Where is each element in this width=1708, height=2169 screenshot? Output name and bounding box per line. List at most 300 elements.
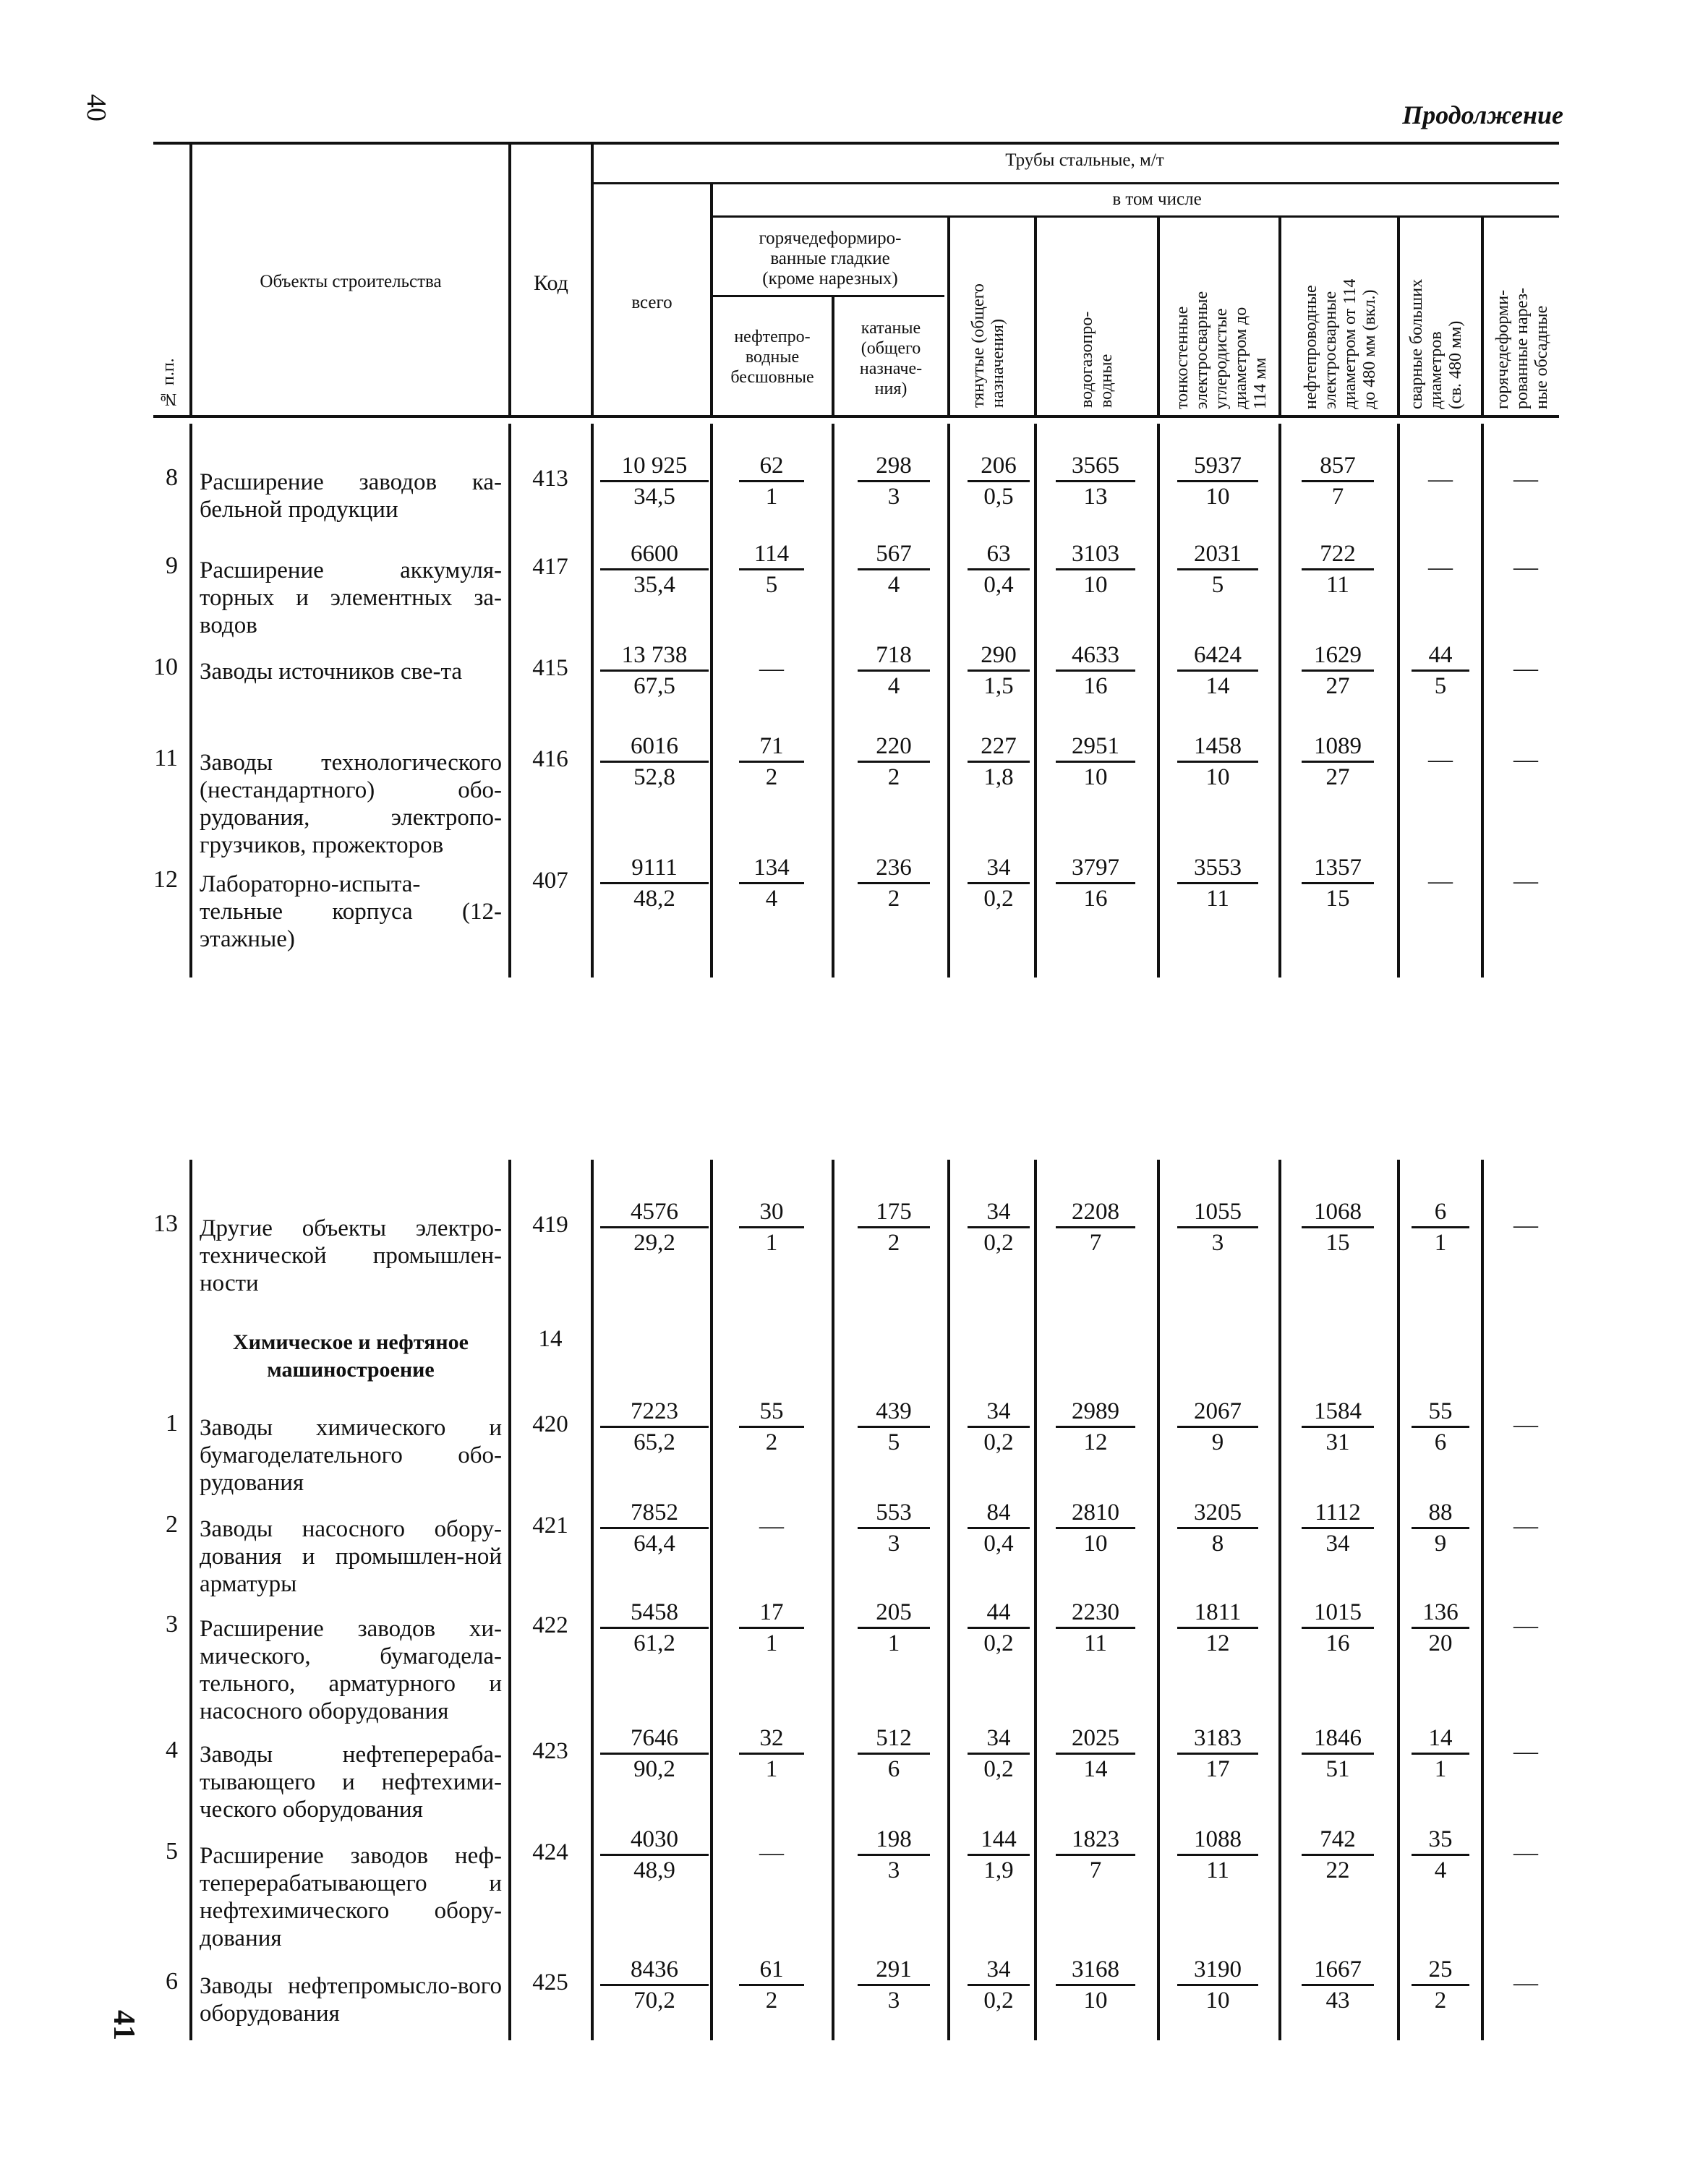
hdr-v3 — [591, 145, 594, 416]
fraction-large — [1412, 1397, 1469, 1457]
value-meters: 29,2 — [633, 1230, 675, 1256]
header-hot-deformed: горячедеформиро- ванные гладкие (кроме нарезных) — [759, 228, 902, 288]
column-rule — [189, 1160, 192, 2040]
object-name: Заводы химического и бумагоделательного обо-рудования — [200, 1415, 502, 1496]
value-tons: 2031 — [1177, 539, 1258, 570]
value-tons: 2025 — [1056, 1724, 1135, 1755]
fraction-rolled — [858, 539, 930, 599]
fraction-rolled — [858, 641, 930, 701]
fraction-thin — [1177, 1724, 1258, 1784]
value-meters: 10 — [1083, 572, 1108, 598]
dash-large: — — [1428, 746, 1453, 773]
value-meters: 1 — [765, 1756, 778, 1782]
value-tons: 175 — [858, 1197, 930, 1228]
value-meters: 34 — [1325, 1531, 1350, 1557]
continuation-label: Продолжение — [1402, 100, 1563, 129]
fraction-drawn — [968, 1724, 1030, 1784]
value-tons: 63 — [968, 539, 1030, 570]
value-tons: 44 — [968, 1598, 1030, 1629]
value-meters: 3 — [887, 484, 900, 510]
column-rule — [1157, 424, 1160, 977]
column-rule — [1397, 424, 1400, 977]
object-code: 415 — [532, 655, 568, 681]
fraction-drawn — [968, 732, 1030, 792]
value-meters: 7 — [1089, 1857, 1102, 1883]
header-code: Код — [534, 271, 568, 295]
value-meters: 34,5 — [633, 484, 675, 510]
value-meters: 90,2 — [633, 1756, 675, 1782]
value-meters: 0,4 — [983, 572, 1014, 598]
fraction-total — [600, 1955, 709, 2015]
dash-oil: — — [759, 1513, 784, 1539]
value-tons: 3168 — [1056, 1955, 1135, 1986]
value-tons: 3205 — [1177, 1498, 1258, 1529]
header-rule-pipes — [593, 182, 1559, 184]
fraction-water — [1056, 1724, 1135, 1784]
dash-oil: — — [759, 1839, 784, 1866]
value-meters: 5 — [1211, 572, 1224, 598]
dash-casing: — — [1513, 1212, 1538, 1238]
value-meters: 1 — [887, 1630, 900, 1656]
column-rule — [1157, 1160, 1160, 2040]
fraction-rolled — [858, 732, 930, 792]
value-tons: 2951 — [1056, 732, 1135, 763]
dash-large: — — [1428, 868, 1453, 894]
row-number: 13 — [153, 1210, 178, 1237]
fraction-water — [1056, 1397, 1135, 1457]
value-meters: 3 — [887, 1988, 900, 2014]
fraction-rolled — [858, 1598, 930, 1658]
value-tons: 5458 — [600, 1598, 709, 1629]
value-tons: 857 — [1302, 451, 1374, 482]
value-meters: 10 — [1083, 1988, 1108, 2014]
value-tons: 3103 — [1056, 539, 1135, 570]
value-tons: 742 — [1302, 1825, 1374, 1856]
value-meters: 1,9 — [983, 1857, 1014, 1883]
value-tons: 30 — [739, 1197, 804, 1228]
fraction-large — [1412, 1724, 1469, 1784]
dash-casing: — — [1513, 466, 1538, 492]
value-tons: 34 — [968, 1197, 1030, 1228]
value-tons: 1068 — [1302, 1197, 1374, 1228]
column-rule — [1481, 424, 1484, 977]
fraction-oil — [739, 1397, 804, 1457]
fraction-large — [1412, 1498, 1469, 1558]
value-tons: 722 — [1302, 539, 1374, 570]
object-name: Расширение заводов неф-теперерабатывающего и нефтехимического обору-дования — [200, 1843, 502, 1951]
value-meters: 70,2 — [633, 1988, 675, 2014]
value-tons: 512 — [858, 1724, 930, 1755]
dash-large: — — [1428, 554, 1453, 581]
object-code: 421 — [532, 1513, 568, 1539]
value-tons: 34 — [968, 1397, 1030, 1428]
value-meters: 4 — [887, 572, 900, 598]
value-tons: 55 — [739, 1397, 804, 1428]
value-tons: 62 — [739, 451, 804, 482]
fraction-water — [1056, 1955, 1135, 2015]
dash-oil: — — [759, 655, 784, 682]
column-rule — [1034, 1160, 1037, 2040]
header-oil-seamless: нефтепро- водные бесшовные — [730, 328, 814, 387]
value-tons: 1811 — [1177, 1598, 1258, 1629]
value-meters: 12 — [1083, 1429, 1108, 1455]
value-tons: 13 738 — [600, 641, 709, 672]
header-including: в том числе — [1112, 189, 1202, 209]
fraction-total — [600, 1397, 709, 1457]
value-meters: 11 — [1084, 1630, 1107, 1656]
row-number: 12 — [153, 866, 178, 893]
value-tons: 3797 — [1056, 853, 1135, 884]
fraction-oil — [739, 732, 804, 792]
value-meters: 16 — [1325, 1630, 1350, 1656]
fraction-oilw — [1302, 1197, 1374, 1257]
fraction-total — [600, 1598, 709, 1658]
object-name: Химическое и нефтяное машиностроение — [233, 1330, 469, 1382]
fraction-drawn — [968, 641, 1030, 701]
value-tons: 1584 — [1302, 1397, 1374, 1428]
header-thin-walled: тонкостенные электросварные углеродистые диаметром до 114 мм — [1173, 291, 1270, 409]
fraction-total — [600, 1724, 709, 1784]
object-code: 424 — [532, 1839, 568, 1865]
value-meters: 22 — [1325, 1857, 1350, 1883]
fraction-oilw — [1302, 1955, 1374, 2015]
column-rule — [947, 424, 950, 977]
value-meters: 14 — [1083, 1756, 1108, 1782]
column-rule — [591, 424, 594, 977]
hdr-v9 — [1278, 217, 1281, 416]
value-tons: 3553 — [1177, 853, 1258, 884]
row-number: 9 — [166, 552, 178, 579]
fraction-total — [600, 1825, 709, 1885]
value-meters: 0,2 — [983, 1988, 1014, 2014]
fraction-thin — [1177, 1498, 1258, 1558]
value-tons: 134 — [739, 853, 804, 884]
value-tons: 1458 — [1177, 732, 1258, 763]
column-rule — [832, 424, 834, 977]
value-meters: 9 — [1434, 1531, 1447, 1557]
fraction-thin — [1177, 1825, 1258, 1885]
dash-large: — — [1428, 466, 1453, 492]
value-tons: 44 — [1412, 641, 1469, 672]
value-meters: 10 — [1083, 764, 1108, 790]
header-oil-welded: нефтепроводные электросварные диаметром от 114 до 480 мм (вкл.) — [1302, 278, 1379, 409]
column-rule — [1481, 1160, 1484, 2040]
column-rule — [508, 424, 511, 977]
value-tons: 114 — [739, 539, 804, 570]
value-meters: 9 — [1211, 1429, 1224, 1455]
dash-casing: — — [1513, 1612, 1538, 1639]
hdr-v5 — [832, 296, 834, 416]
value-meters: 6 — [887, 1756, 900, 1782]
header-bottom-rule — [153, 415, 1559, 418]
value-meters: 14 — [1205, 673, 1230, 699]
value-tons: 5937 — [1177, 451, 1258, 482]
value-meters: 3 — [887, 1531, 900, 1557]
header-water-gas: водогазопро- водные — [1077, 311, 1116, 408]
value-tons: 718 — [858, 641, 930, 672]
hdr-v10 — [1397, 217, 1400, 416]
value-meters: 6 — [1434, 1429, 1447, 1455]
fraction-thin — [1177, 641, 1258, 701]
value-meters: 7 — [1089, 1230, 1102, 1256]
value-meters: 0,2 — [983, 1230, 1014, 1256]
fraction-water — [1056, 1825, 1135, 1885]
value-tons: 144 — [968, 1825, 1030, 1856]
fraction-drawn — [968, 1955, 1030, 2015]
value-meters: 10 — [1205, 484, 1230, 510]
value-meters: 35,4 — [633, 572, 675, 598]
fraction-drawn — [968, 1197, 1030, 1257]
page-number-top: 40 — [81, 94, 111, 121]
fraction-large — [1412, 1197, 1469, 1257]
header-pipes: Трубы стальные, м/т — [1005, 150, 1164, 170]
value-tons: 4576 — [600, 1197, 709, 1228]
value-tons: 10 925 — [600, 451, 709, 482]
value-meters: 61,2 — [633, 1630, 675, 1656]
value-meters: 67,5 — [633, 673, 675, 699]
value-meters: 4 — [765, 886, 778, 912]
fraction-oil — [739, 1724, 804, 1784]
fraction-thin — [1177, 1397, 1258, 1457]
column-rule — [947, 1160, 950, 2040]
value-meters: 10 — [1083, 1531, 1108, 1557]
fraction-water — [1056, 853, 1135, 913]
value-tons: 567 — [858, 539, 930, 570]
value-tons: 6600 — [600, 539, 709, 570]
value-tons: 236 — [858, 853, 930, 884]
object-code: 425 — [532, 1969, 568, 1995]
fraction-thin — [1177, 539, 1258, 599]
fraction-total — [600, 732, 709, 792]
value-tons: 1055 — [1177, 1197, 1258, 1228]
fraction-water — [1056, 539, 1135, 599]
value-tons: 291 — [858, 1955, 930, 1986]
page-number-bottom: 41 — [107, 2010, 140, 2040]
value-meters: 15 — [1325, 886, 1350, 912]
value-meters: 4 — [1434, 1857, 1447, 1883]
value-meters: 1,5 — [983, 673, 1014, 699]
value-meters: 16 — [1083, 886, 1108, 912]
object-code: 417 — [532, 554, 568, 580]
row-number: 3 — [166, 1611, 178, 1638]
dash-casing: — — [1513, 655, 1538, 682]
object-name: Лабораторно-испыта-тельные корпуса (12-этажные) — [200, 871, 502, 952]
value-meters: 0,4 — [983, 1531, 1014, 1557]
header-no: № п.п. — [159, 358, 178, 408]
fraction-total — [600, 451, 709, 511]
value-meters: 1 — [1434, 1230, 1447, 1256]
header-total: всего — [631, 293, 672, 312]
fraction-large — [1412, 641, 1469, 701]
fraction-oil — [739, 853, 804, 913]
column-rule — [1278, 1160, 1281, 2040]
hdr-v1 — [189, 145, 192, 416]
value-meters: 11 — [1206, 886, 1229, 912]
header-welded-large: сварные больших диаметров (св. 480 мм) — [1407, 278, 1465, 409]
value-meters: 2 — [887, 764, 900, 790]
fraction-large — [1412, 1955, 1469, 2015]
value-tons: 290 — [968, 641, 1030, 672]
object-name: Расширение аккумуля-торных и элементных за-водов — [200, 557, 502, 638]
object-name: Заводы технологического (нестандартного) обо-рудования, электропо-грузчиков, прожекторов — [200, 750, 502, 858]
dash-casing: — — [1513, 1738, 1538, 1765]
value-meters: 3 — [1211, 1230, 1224, 1256]
header-rule-hot — [712, 295, 944, 297]
value-tons: 8436 — [600, 1955, 709, 1986]
fraction-total — [600, 1197, 709, 1257]
fraction-oilw — [1302, 1397, 1374, 1457]
value-meters: 7 — [1331, 484, 1344, 510]
fraction-rolled — [858, 1724, 930, 1784]
column-rule — [710, 424, 713, 977]
value-meters: 2 — [765, 764, 778, 790]
value-tons: 6424 — [1177, 641, 1258, 672]
fraction-rolled — [858, 1498, 930, 1558]
fraction-rolled — [858, 853, 930, 913]
value-meters: 5 — [887, 1429, 900, 1455]
fraction-water — [1056, 1598, 1135, 1658]
value-tons: 1846 — [1302, 1724, 1374, 1755]
header-rule-including — [712, 215, 1559, 218]
value-meters: 48,2 — [633, 886, 675, 912]
dash-casing: — — [1513, 1969, 1538, 1996]
value-meters: 64,4 — [633, 1531, 675, 1557]
value-tons: 1629 — [1302, 641, 1374, 672]
value-meters: 1 — [1434, 1756, 1447, 1782]
value-meters: 1 — [765, 484, 778, 510]
column-rule — [1278, 424, 1281, 977]
fraction-oil — [739, 1197, 804, 1257]
value-tons: 553 — [858, 1498, 930, 1529]
value-tons: 3565 — [1056, 451, 1135, 482]
value-meters: 52,8 — [633, 764, 675, 790]
header-top-rule — [153, 142, 1559, 145]
hdr-v8 — [1157, 217, 1160, 416]
value-tons: 1667 — [1302, 1955, 1374, 1986]
fraction-thin — [1177, 853, 1258, 913]
fraction-large — [1412, 1598, 1469, 1658]
value-meters: 10 — [1205, 1988, 1230, 2014]
column-rule — [591, 1160, 594, 2040]
object-code: 416 — [532, 746, 568, 772]
header-objects: Объекты строительства — [260, 272, 442, 291]
fraction-oilw — [1302, 853, 1374, 913]
fraction-oilw — [1302, 1825, 1374, 1885]
value-meters: 3 — [887, 1857, 900, 1883]
object-name: Расширение заводов хи-мического, бумагодела-тельного, арматурного и насосного оборудования — [200, 1616, 502, 1724]
object-code: 407 — [532, 868, 568, 894]
value-meters: 5 — [765, 572, 778, 598]
value-tons: 2230 — [1056, 1598, 1135, 1629]
value-meters: 20 — [1428, 1630, 1453, 1656]
value-tons: 1089 — [1302, 732, 1374, 763]
fraction-drawn — [968, 1498, 1030, 1558]
fraction-oilw — [1302, 641, 1374, 701]
fraction-oilw — [1302, 1724, 1374, 1784]
value-meters: 31 — [1325, 1429, 1350, 1455]
dash-casing: — — [1513, 554, 1538, 581]
dash-casing: — — [1513, 1513, 1538, 1539]
fraction-oilw — [1302, 1598, 1374, 1658]
hdr-v11 — [1481, 217, 1484, 416]
fraction-water — [1056, 1197, 1135, 1257]
fraction-rolled — [858, 451, 930, 511]
value-tons: 14 — [1412, 1724, 1469, 1755]
value-tons: 198 — [858, 1825, 930, 1856]
value-meters: 1,8 — [983, 764, 1014, 790]
value-meters: 2 — [765, 1988, 778, 2014]
value-tons: 6 — [1412, 1197, 1469, 1228]
fraction-oilw — [1302, 539, 1374, 599]
column-rule — [1397, 1160, 1400, 2040]
value-meters: 10 — [1205, 764, 1230, 790]
object-name: Заводы нефтеперераба-тывающего и нефтехими-ческого оборудования — [200, 1742, 502, 1823]
object-code: 413 — [532, 466, 568, 492]
value-meters: 17 — [1205, 1756, 1230, 1782]
value-meters: 27 — [1325, 673, 1350, 699]
value-meters: 11 — [1326, 572, 1349, 598]
value-tons: 2067 — [1177, 1397, 1258, 1428]
fraction-drawn — [968, 539, 1030, 599]
value-tons: 205 — [858, 1598, 930, 1629]
object-code: 14 — [538, 1326, 563, 1352]
row-number: 11 — [154, 745, 178, 771]
fraction-thin — [1177, 732, 1258, 792]
value-meters: 43 — [1325, 1988, 1350, 2014]
value-tons: 25 — [1412, 1955, 1469, 1986]
value-tons: 4633 — [1056, 641, 1135, 672]
fraction-rolled — [858, 1825, 930, 1885]
value-tons: 1015 — [1302, 1598, 1374, 1629]
value-tons: 32 — [739, 1724, 804, 1755]
fraction-total — [600, 641, 709, 701]
fraction-thin — [1177, 1197, 1258, 1257]
column-rule — [189, 424, 192, 977]
value-tons: 7646 — [600, 1724, 709, 1755]
value-meters: 12 — [1205, 1630, 1230, 1656]
fraction-oil — [739, 539, 804, 599]
object-name: Расширение заводов ка-бельной продукции — [200, 469, 502, 523]
hdr-v7 — [1034, 217, 1037, 416]
value-meters: 8 — [1211, 1531, 1224, 1557]
value-meters: 11 — [1206, 1857, 1229, 1883]
fraction-large — [1412, 1825, 1469, 1885]
value-tons: 136 — [1412, 1598, 1469, 1629]
row-number: 1 — [166, 1410, 178, 1437]
value-tons: 7852 — [600, 1498, 709, 1529]
row-number: 6 — [166, 1968, 178, 1995]
value-tons: 17 — [739, 1598, 804, 1629]
value-meters: 13 — [1083, 484, 1108, 510]
fraction-water — [1056, 451, 1135, 511]
dash-casing: — — [1513, 868, 1538, 894]
value-meters: 0,2 — [983, 1429, 1014, 1455]
value-tons: 1088 — [1177, 1825, 1258, 1856]
value-tons: 84 — [968, 1498, 1030, 1529]
value-tons: 6016 — [600, 732, 709, 763]
object-name: Заводы насосного обору-дования и промышлен-ной арматуры — [200, 1516, 502, 1597]
value-meters: 4 — [887, 673, 900, 699]
row-number: 4 — [166, 1737, 178, 1763]
fraction-water — [1056, 732, 1135, 792]
fraction-drawn — [968, 451, 1030, 511]
header-drawn: тянутые (общего назначения) — [969, 283, 1007, 408]
fraction-oilw — [1302, 1498, 1374, 1558]
value-tons: 34 — [968, 1955, 1030, 1986]
dash-casing: — — [1513, 1411, 1538, 1438]
value-meters: 1 — [765, 1230, 778, 1256]
fraction-drawn — [968, 1825, 1030, 1885]
